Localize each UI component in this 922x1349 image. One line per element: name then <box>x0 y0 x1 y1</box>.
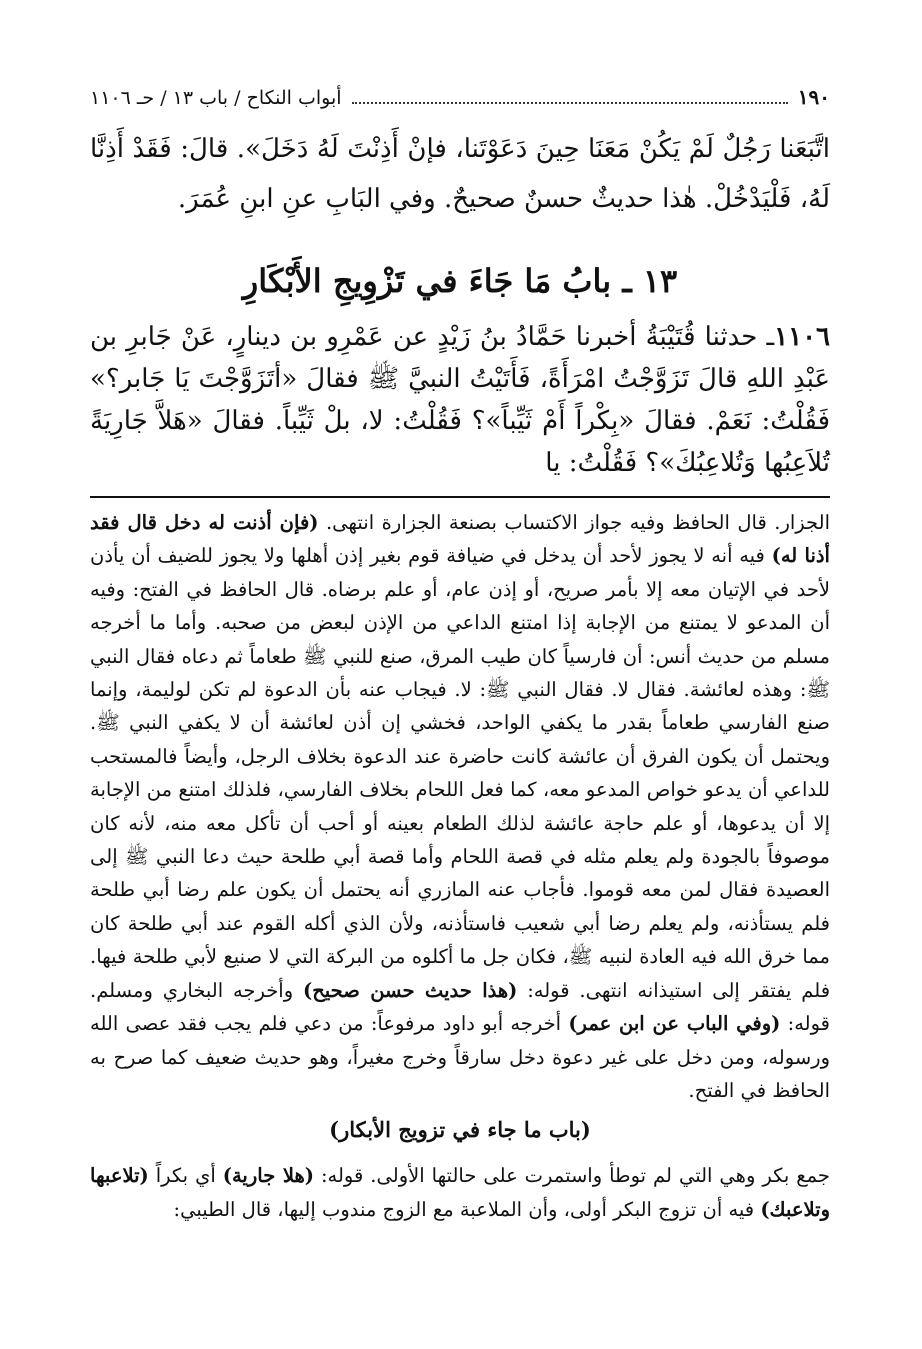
hadith-paragraph <box>90 316 830 484</box>
commentary-intro: الجزار. قال الحافظ وفيه جواز الاكتساب بصنعة الجزارة انتهى. <box>325 511 830 534</box>
hadith-number: ١١٠٦ <box>774 322 830 352</box>
commentary-mid: وأخرجه البخاري ومسلم. قوله: <box>90 978 831 1036</box>
commentary2-quote-1: (هلا جارية) <box>222 1164 314 1188</box>
commentary-end: أخرجه أبو داود مرفوعاً: من دعي فلم يجب فقد عصى الله ورسوله، ومن دخل على غير دعوة دخل سارقاً وخرج مغيراً، وهو حديث ضعيف كما صرح به الحافظ في الفتح. <box>90 1012 830 1102</box>
commentary2-intro: جمع بكر وهي التي لم توطأ واستمرت على حالتها الأولى. قوله: <box>320 1164 830 1188</box>
main-text-continuation: اتَّبَعَنا رَجُلٌ لَمْ يَكُنْ مَعَنَا حِينَ دَعَوْتَنا، فإنْ أَذِنْتَ لَهُ دَخَلَ». قالَ: فَقَدْ أَذِنَّا لَهُ، فَلْيَدْخُلْ. هٰذا حديثٌ حسنٌ صحيحٌ. وفي البَابِ عنِ ابنِ عُمَرَ. <box>90 134 830 214</box>
commentary-body: فيه أنه لا يجوز لأحد أن يدخل في ضيافة قوم بغير إذن أهلها ولا يجوز للضيف أن يأذن لأحد في الإتيان معه إلا بأمر صريح، أو إذن عام، أو علم برضاه. قال الحافظ في الفتح: وفيه أن المدعو لا يمتنع من الإجابة إذا امتنع الداعي من الإذن لبعض من صحبه. وأما ما أخرجه مسلم من حديث أنس: أن فارسياً كان طيب المرق، صنع للنبي ﷺ طعاماً ثم دعاه فقال النبي ﷺ: وهذه لعائشة. فقال لا. فقال النبي ﷺ: لا. فيجاب عنه بأن الدعوة لم تكن لوليمة، وإنما صنع الفارسي طعاماً بقدر ما يكفي الواحد، فخشي إن أذن لعائشة أن لا يكفي النبي ﷺ. ويحتمل أن يكون الفرق أن عائشة كانت حاضرة عند الدعوة بخلاف الرجل، وأيضاً فالمستحب للداعي أن يدعو خواص المدعو معه، كما فعل اللحام بخلاف الفارسي، فلذلك امتنع من الإجابة إلا أن يدعوها، أو علم حاجة عائشة لذلك الطعام بعينه أو أحب أن تأكل معه منه، لأنه كان موصوفاً بالجودة ولم يعلم مثله في قصة اللحام وأما قصة أبي طلحة حيث دعا النبي ﷺ إلى العصيدة فقال لمن معه قوموا. فأجاب عنه المازري أنه يحتمل أن يكون علم رضا أبي طلحة فلم يستأذنه، ولم يعلم رضا أبي شعيب فاستأذنه، ولأن الذي أكله القوم عند أبي طلحة كان مما خرق الله فيه العادة لنبيه ﷺ، فكان جل ما أكلوه من البركة التي لا صنيع لأبي طلحة فيها. فلم يفتقر إلى استيذانه انتهى. قوله: <box>90 544 831 1002</box>
commentary-paragraph-2 <box>90 1159 830 1227</box>
page-header <box>90 82 830 112</box>
commentary2-quote-2: (تلاعبها وتلاعبك) <box>90 1164 830 1222</box>
running-title: أبواب النكاح / باب ١٣ / حـ ١١٠٦ <box>90 87 342 109</box>
page-number: ١٩٠ <box>797 85 830 109</box>
commentary-paragraph-1 <box>90 506 830 1107</box>
commentary-chapter-title: (باب ما جاء في تزويج الأبكار) <box>329 1117 591 1143</box>
book-page <box>90 82 830 1309</box>
commentary2-end: فيه أن تزوج البكر أولى، وأن الملاعبة مع الزوج مندوب إليها، قال الطيبي: <box>173 1198 755 1222</box>
header-leader-dots <box>352 86 788 104</box>
commentary-quote-2: (هذا حديث حسن صحيح) <box>302 978 518 1002</box>
commentary-quote-1: (فإن أذنت له دخل قال فقد أذنا له) <box>90 511 830 568</box>
hadith-text: ـ حدثنا قُتَيْبَةُ أخبرنا حَمَّادُ بنُ زَيْدٍ عن عَمْرِو بن دينارٍ، عَنْ جَابرِ بن عَبْدِ اللهِ قالَ تَزَوَّجْتُ امْرَأَةً، فَأَتَيْتُ النبيَّ ﷺ فقالَ «أتَزَوَّجْتَ يَا جَابر؟» فَقُلْتُ: نَعَمْ. فقالَ «بِكْراً أَمْ ثَيِّباً»؟ فَقُلْتُ: لا، بلْ ثَيِّباً. فقالَ «هَلاَّ جَارِيَةً تُلاَعِبُها وَتُلاعِبُكَ»؟ فَقُلْتُ: يا <box>90 322 830 478</box>
chapter-title: ١٣ ـ بابُ مَا جَاءَ في تَزْوِيجِ الأَبْكَارِ <box>242 262 678 300</box>
footnote-divider <box>90 496 830 498</box>
commentary2-mid: أي بكراً <box>155 1164 216 1188</box>
commentary-quote-3: (وفي الباب عن ابن عمر) <box>568 1012 781 1036</box>
